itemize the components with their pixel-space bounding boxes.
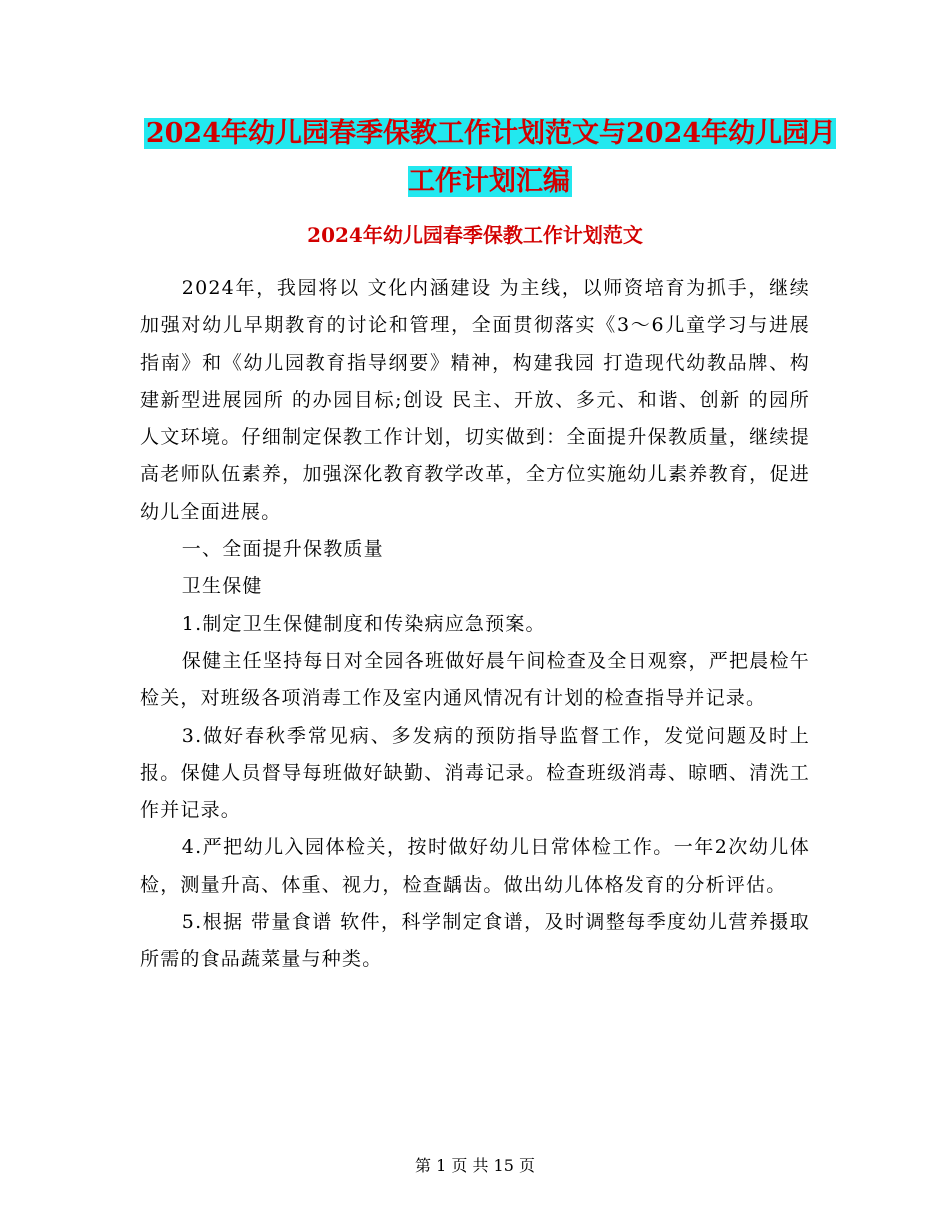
paragraph: 保健主任坚持每日对全园各班做好晨午间检查及全日观察，严把晨检午检关，对班级各项消毒工作及室内通风情况有计划的检查指导并记录。 xyxy=(140,649,810,710)
paragraph: 1.制定卫生保健制度和传染病应急预案。 xyxy=(181,612,546,635)
paragraph: 4.严把幼儿入园体检关，按时做好幼儿日常体检工作。一年2次幼儿体检，测量升高、体重、视力，检查龋齿。做出幼儿体格发育的分析评估。 xyxy=(140,836,810,896)
paragraph: 卫生保健 xyxy=(181,575,263,598)
document-title-text: 2024年幼儿园春季保教工作计划范文与2024年幼儿园月工作计划汇编 xyxy=(145,118,837,197)
paragraph: 5.根据 带量食谱 软件，科学制定食谱，及时调整每季度幼儿营养摄取所需的食品蔬菜量与种类。 xyxy=(140,911,810,971)
document-title xyxy=(140,110,840,206)
paragraph: 3.做好春秋季常见病、多发病的预防指导监督工作，发觉问题及时上报。保健人员督导每班做好缺勤、消毒记录。检查班级消毒、晾晒、清洗工作并记录。 xyxy=(140,724,810,822)
paragraph: 2024年，我园将以 文化内涵建设 为主线，以师资培育为抓手，继续加强对幼儿早期教育的讨论和管理，全面贯彻落实《3～6儿童学习与进展指南》和《幼儿园教育指导纲要》精神，构建我园 打造现代幼教品牌、构建新型进展园所 的办园目标;创设 民主、开放、多元、和谐、创新 的园所人文环境。仔细制定保教工作计划，切实做到：全面提升保教质量，继续提高老师队伍素养，加强深化教育教学改革，全方位实施幼儿素养教育，促进幼儿全面进展。 xyxy=(140,277,810,523)
paragraph: 一、全面提升保教质量 xyxy=(181,538,384,561)
page-footer: 第 1 页 共 15 页 xyxy=(415,1156,535,1175)
document-body xyxy=(140,270,810,979)
section-title: 2024年幼儿园春季保教工作计划范文 xyxy=(307,223,643,247)
